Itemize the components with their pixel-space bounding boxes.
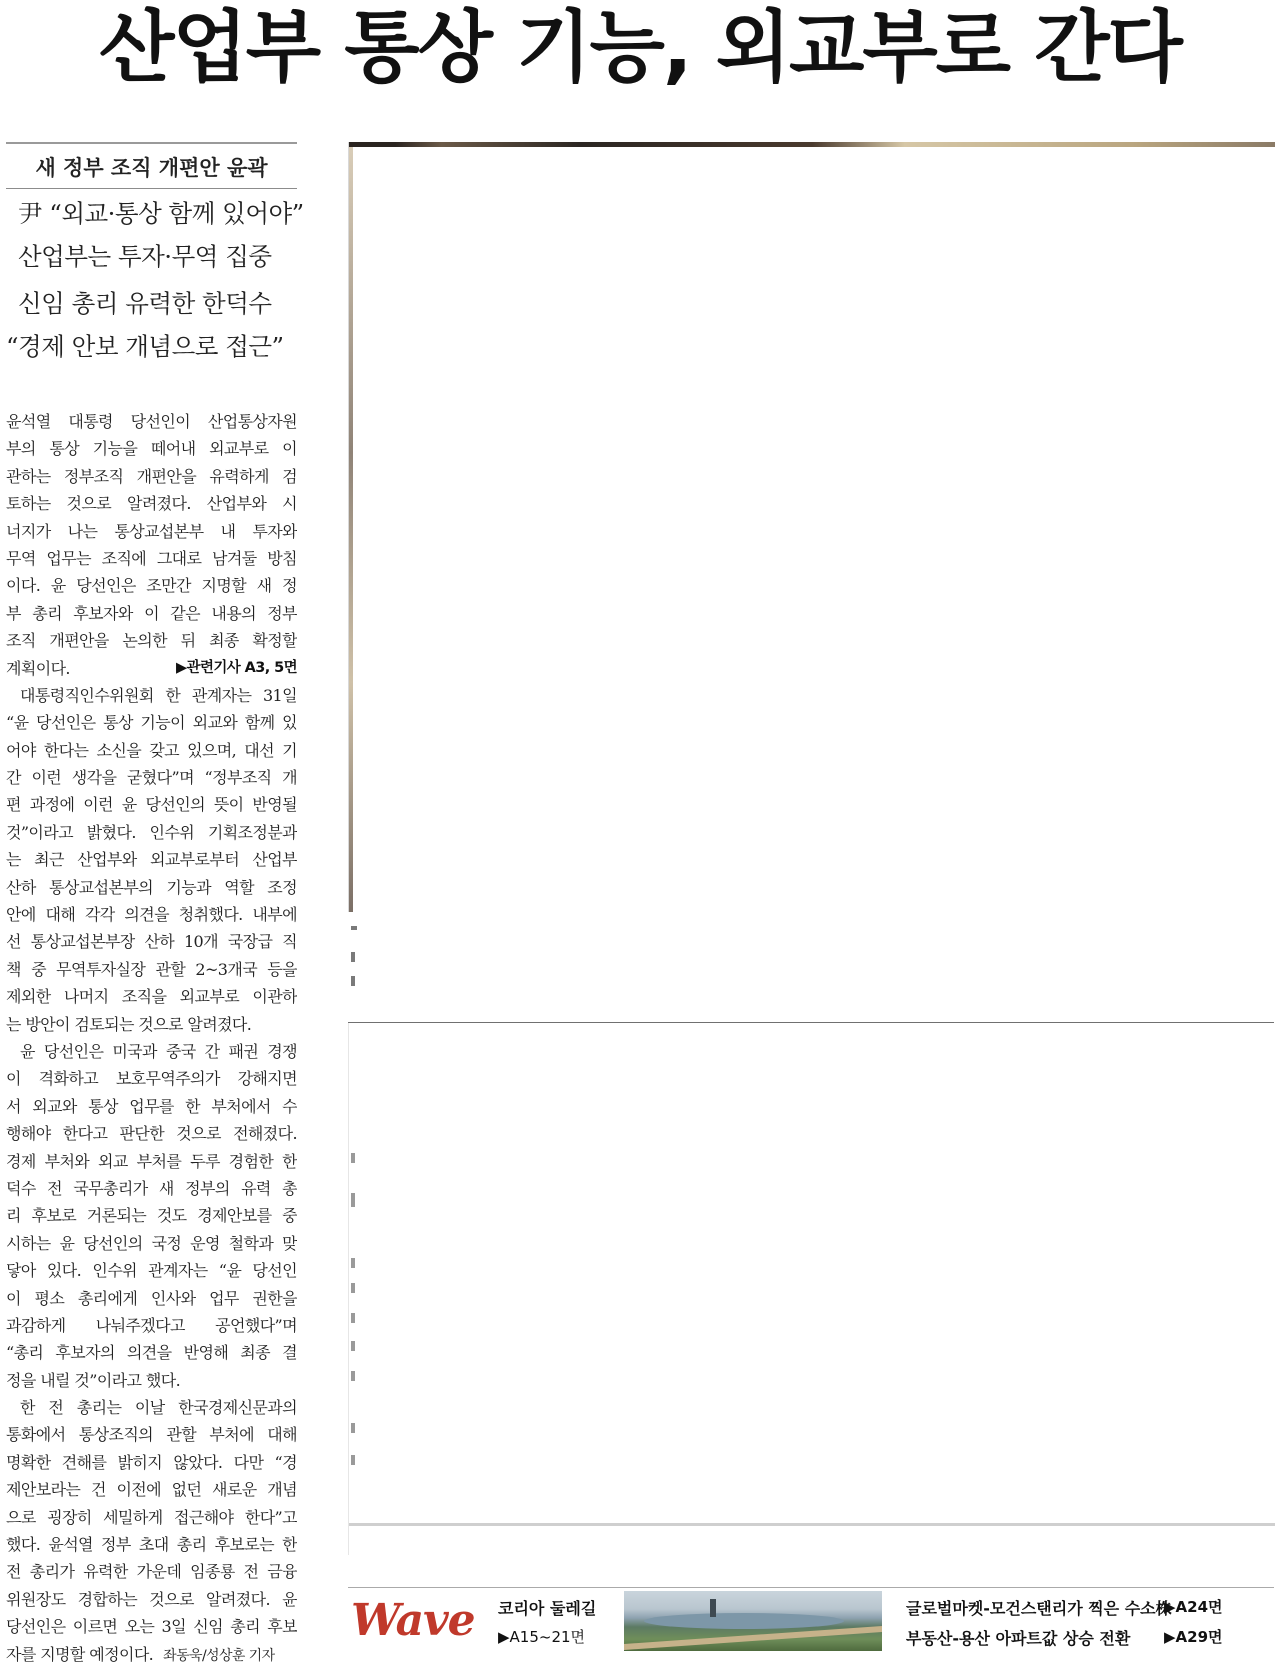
body-line xyxy=(6,1120,297,1147)
body-line xyxy=(6,545,297,572)
body-line xyxy=(6,1285,297,1312)
body-line-text: “윤 당선인은 통상 기능이 외교와 함께 있 xyxy=(6,713,297,733)
body-line xyxy=(6,819,297,846)
section-rule xyxy=(6,188,297,189)
body-line-text: 이다. 윤 당선인은 조만간 지명할 새 정 xyxy=(6,576,297,596)
body-line xyxy=(6,1613,297,1640)
text-fragment xyxy=(351,1283,355,1293)
body-line-text: 산하 통상교섭본부의 기능과 역할 조정 xyxy=(6,877,297,897)
body-line xyxy=(6,956,297,983)
subhead-line: 산업부는 투자·무역 집중 xyxy=(18,242,272,271)
body-line xyxy=(6,655,297,682)
body-line-text: 과감하게 나눠주겠다고 공언했다”며 xyxy=(6,1315,297,1335)
body-line xyxy=(6,1476,297,1503)
body-line xyxy=(6,1257,297,1284)
right-content-area xyxy=(348,142,1274,1650)
body-line xyxy=(6,737,297,764)
body-line-text: 안에 대해 각각 의견을 청취했다. 내부에 xyxy=(6,905,297,925)
body-line xyxy=(6,983,297,1010)
lake-shape xyxy=(644,1613,844,1629)
body-line-text: 으로 굉장히 세밀하게 접근해야 한다”고 xyxy=(6,1507,297,1527)
text-fragment-row xyxy=(349,1523,1275,1526)
body-line xyxy=(6,846,297,873)
section-title: 새 정부 조직 개편안 윤곽 xyxy=(35,156,268,180)
body-line xyxy=(6,1230,297,1257)
body-line xyxy=(6,1367,297,1394)
banner-photo xyxy=(624,1591,882,1651)
trail-shape xyxy=(624,1626,882,1650)
body-line xyxy=(6,490,297,517)
text-fragment xyxy=(351,1258,355,1268)
body-line-text: 토하는 것으로 알려졌다. 산업부와 시 xyxy=(6,494,297,514)
body-line-text: 제외한 나머지 조직을 외교부로 이관하 xyxy=(6,987,297,1007)
body-line xyxy=(6,518,297,545)
body-line-text: 시하는 윤 당선인의 국정 운영 철학과 맞 xyxy=(6,1233,297,1253)
body-line-text: 책 중 무역투자실장 관할 2~3개국 등을 xyxy=(6,959,297,979)
body-line-text: 명확한 견해를 밝히지 않았다. 다만 “경 xyxy=(6,1452,297,1472)
body-line-text: 이 평소 총리에게 인사와 업무 권한을 xyxy=(6,1288,297,1308)
text-fragment xyxy=(351,1193,355,1207)
caption-fragment xyxy=(351,926,357,930)
subhead-1 xyxy=(18,192,304,278)
body-line xyxy=(6,1011,297,1038)
banner-story-2[interactable]: 부동산-용산 아파트값 상승 전환 xyxy=(906,1629,1131,1648)
photo-left-edge xyxy=(349,147,353,912)
banner-story-1-page: ▶A24면 xyxy=(1164,1598,1223,1616)
text-fragment xyxy=(351,1153,355,1163)
wave-banner xyxy=(348,1587,1274,1651)
body-line xyxy=(6,874,297,901)
text-fragment xyxy=(351,1313,355,1323)
body-line xyxy=(6,1038,297,1065)
headline: 산업부 통상 기능, 외교부로 간다 xyxy=(99,3,1181,93)
body-line xyxy=(6,1421,297,1448)
article-body xyxy=(6,408,297,1668)
body-line-text: 정을 내릴 것”이라고 했다. xyxy=(6,1370,181,1390)
body-line xyxy=(6,1641,297,1668)
body-line xyxy=(6,1586,297,1613)
body-line-text: 제안보라는 건 이전에 없던 새로운 개념 xyxy=(6,1480,297,1500)
banner-course-pages: ▶A15~21면 xyxy=(498,1628,586,1646)
related-articles-link[interactable]: ▶관련기사 A3, 5면 xyxy=(176,659,297,676)
body-line xyxy=(6,463,297,490)
body-line-text: 서 외교와 통상 업무를 한 부처에서 수 xyxy=(6,1096,297,1116)
body-line-text: “총리 후보자의 의견을 반영해 최종 결 xyxy=(6,1343,297,1363)
body-line-text: 는 방안이 검토되는 것으로 알려졌다. xyxy=(6,1014,252,1034)
body-line-text: 했다. 윤석열 정부 초대 총리 후보로는 한 xyxy=(6,1535,297,1555)
subhead-line: 신임 총리 유력한 한덕수 xyxy=(18,289,272,318)
body-line-text: 선 통상교섭본부장 산하 10개 국장급 직 xyxy=(6,932,297,952)
body-line-text: 행해야 한다고 판단한 것으로 전해졌다. xyxy=(6,1124,297,1144)
body-line xyxy=(6,408,297,435)
body-line-text: 통화에서 통상조직의 관할 부처에 대해 xyxy=(6,1425,297,1445)
body-line xyxy=(6,435,297,462)
body-line-text: 너지가 나는 통상교섭본부 내 투자와 xyxy=(6,521,297,541)
body-line-text: 부 총리 후보자와 이 같은 내용의 정부 xyxy=(6,603,297,623)
body-line-text: 윤 당선인은 미국과 중국 간 패권 경쟁 xyxy=(20,1041,297,1061)
body-line-text: 경제 부처와 외교 부처를 두루 경험한 한 xyxy=(6,1151,297,1171)
body-line-text: 위원장도 경합하는 것으로 알려졌다. 윤 xyxy=(6,1589,297,1609)
body-line xyxy=(6,572,297,599)
photo-placeholder xyxy=(348,142,1275,912)
body-line xyxy=(6,627,297,654)
body-line xyxy=(6,1065,297,1092)
body-line-text: 전 총리가 유력한 가운데 임종룡 전 금융 xyxy=(6,1562,297,1582)
body-line xyxy=(6,600,297,627)
body-line-text: 어야 한다는 소신을 갖고 있으며, 대선 기 xyxy=(6,740,297,760)
body-line-text: 것”이라고 밝혔다. 인수위 기획조정분과 xyxy=(6,822,297,842)
subhead-2 xyxy=(6,282,285,368)
body-line-text: 간 이런 생각을 굳혔다”며 “정부조직 개 xyxy=(6,768,297,788)
subhead-line: 尹 “외교·통상 함께 있어야” xyxy=(18,199,304,228)
body-line xyxy=(6,709,297,736)
body-line xyxy=(6,1394,297,1421)
body-line xyxy=(6,1504,297,1531)
text-fragment xyxy=(351,1341,355,1351)
body-line-text: 닿아 있다. 인수위 관계자는 “윤 당선인 xyxy=(6,1261,297,1281)
body-line-text: 리 후보로 거론되는 것도 경제안보를 중 xyxy=(6,1206,297,1226)
caption-fragment xyxy=(351,952,355,962)
lower-content-placeholder xyxy=(348,1023,1275,1555)
body-line xyxy=(6,901,297,928)
body-line-text: 무역 업무는 조직에 그대로 남겨둘 방침 xyxy=(6,548,297,568)
body-line-text: 는 최근 산업부와 외교부로부터 산업부 xyxy=(6,850,297,870)
body-line-text: 편 과정에 이런 윤 당선인의 뜻이 반영될 xyxy=(6,795,297,815)
body-line xyxy=(6,1449,297,1476)
caption-fragment xyxy=(351,976,355,986)
photo-top-strip xyxy=(349,142,1275,147)
body-line-text: 부의 통상 기능을 떼어내 외교부로 이 xyxy=(6,439,297,459)
body-line xyxy=(6,682,297,709)
body-line xyxy=(6,791,297,818)
banner-course-title: 코리아 둘레길 xyxy=(498,1599,597,1618)
top-rule xyxy=(6,142,297,144)
body-line-text: 계획이다. xyxy=(6,658,70,678)
body-line xyxy=(6,1558,297,1585)
tower-shape xyxy=(710,1599,716,1617)
text-fragment xyxy=(351,1423,355,1433)
body-line xyxy=(6,1531,297,1558)
body-line xyxy=(6,928,297,955)
body-line-text: 덕수 전 국무총리가 새 정부의 유력 총 xyxy=(6,1178,297,1198)
body-line-text: 조직 개편안을 논의한 뒤 최종 확정할 xyxy=(6,631,297,651)
body-line-text: 윤석열 대통령 당선인이 산업통상자원 xyxy=(6,412,297,431)
body-line xyxy=(6,1202,297,1229)
body-line-text: 자를 지명할 예정이다. xyxy=(6,1644,154,1664)
subhead-line: “경제 안보 개념으로 접근” xyxy=(6,332,284,361)
body-line xyxy=(6,1175,297,1202)
body-line-text: 관하는 정부조직 개편안을 유력하게 검 xyxy=(6,466,297,486)
body-line-text: 당선인은 이르면 오는 3일 신임 총리 후보 xyxy=(6,1617,297,1637)
body-line xyxy=(6,1312,297,1339)
byline: 좌동욱/성상훈 기자 xyxy=(163,1647,275,1664)
wave-logo: Wave xyxy=(351,1595,475,1646)
text-fragment xyxy=(351,1455,355,1465)
body-line xyxy=(6,1148,297,1175)
body-line xyxy=(6,1339,297,1366)
body-line-text: 한 전 총리는 이날 한국경제신문과의 xyxy=(20,1398,297,1418)
body-line xyxy=(6,1093,297,1120)
body-line-text: 대통령직인수위원회 한 관계자는 31일 xyxy=(20,685,297,705)
text-fragment xyxy=(351,1371,355,1381)
body-line xyxy=(6,764,297,791)
lead-article xyxy=(6,142,304,1664)
banner-story-1[interactable]: 글로벌마켓-모건스탠리가 찍은 수소株 xyxy=(906,1599,1172,1618)
banner-story-2-page: ▶A29면 xyxy=(1164,1628,1223,1646)
body-line-text: 이 격화하고 보호무역주의가 강해지면 xyxy=(6,1069,297,1089)
